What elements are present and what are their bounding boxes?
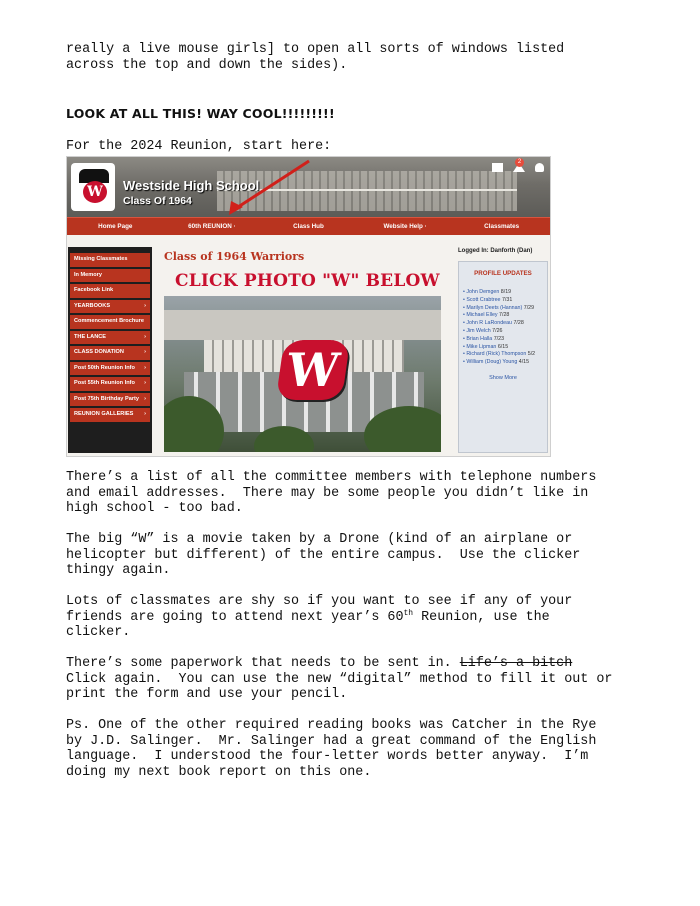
sidebar-item-class-donation[interactable]: CLASS DONATION › [70, 346, 150, 360]
reunion-site-screenshot[interactable] [66, 156, 551, 457]
list-item[interactable]: • Brian Halla 7/23 [463, 335, 505, 342]
sidebar-item-in-memory[interactable]: In Memory [70, 269, 150, 283]
list-item[interactable]: • Scott Crabtree 7/31 [463, 296, 513, 303]
sidebar-item-facebook-link[interactable]: Facebook Link [70, 284, 150, 298]
sidebar-item-post-75th-birthday[interactable]: Post 75th Birthday Party › [70, 393, 150, 407]
warriors-title: Class of 1964 Warriors [164, 250, 305, 263]
nav-class-hub[interactable]: Class Hub [293, 223, 324, 230]
site-nav-bar [67, 217, 550, 235]
class-of: Class Of 1964 [123, 195, 192, 207]
sidebar-item-post-50th[interactable]: Post 50th Reunion Info › [70, 362, 150, 376]
committee-paragraph: There’s a list of all the committee members with telephone numbers and email addresses. There may be some people you didn’t like in high school - too bad. [66, 470, 597, 517]
sidebar-item-missing-classmates[interactable]: Missing Classmates [70, 253, 150, 267]
show-more-link[interactable]: Show More [489, 374, 517, 381]
logged-in-text: Logged In: Danforth (Dan) [458, 248, 533, 254]
sidebar-item-post-55th[interactable]: Post 55th Reunion Info › [70, 377, 150, 391]
cool-heading: LOOK AT ALL THIS! WAY COOL!!!!!!!!! [66, 106, 335, 121]
notification-badge: 2 [515, 158, 524, 167]
nav-classmates[interactable]: Classmates [484, 223, 520, 230]
profile-updates-panel [458, 261, 548, 453]
click-photo-title: CLICK PHOTO "W" BELOW [175, 271, 440, 291]
intro-line-1: really a live mouse girls] to open all sorts of windows listed [66, 42, 565, 57]
profile-updates-heading: PROFILE UPDATES [474, 270, 532, 277]
sidebar-item-reunion-galleries[interactable]: REUNION GALLERIES › [70, 408, 150, 422]
list-item[interactable]: • Michael Elley 7/28 [463, 312, 510, 319]
nav-home[interactable]: Home Page [98, 223, 133, 230]
paperwork-paragraph: There’s some paperwork that needs to be sent in. Life’s a bitch Click again. You can use the new “digital” method to fill it out or print the form and use your pencil. [66, 656, 613, 703]
strikethrough-text: Life’s a bitch [459, 656, 573, 671]
list-item[interactable]: • John R LaRondeau 7/28 [463, 320, 524, 327]
user-icon[interactable] [535, 163, 544, 172]
mail-icon[interactable] [492, 163, 503, 172]
sidebar-item-the-lance[interactable]: THE LANCE › [70, 331, 150, 345]
list-item[interactable]: • Mike Lipman 6/15 [463, 343, 509, 350]
campus-photo[interactable] [164, 296, 441, 452]
big-w-logo-icon[interactable]: W [276, 340, 350, 400]
ps-paragraph: Ps. One of the other required reading books was Catcher in the Rye by J.D. Salinger. Mr. Salinger had a great command of the English language. I understood the four-letter words better anyway. I’m doing my next book report on this one. [66, 718, 597, 780]
list-item[interactable]: • Richard (Rick) Thompson 5/2 [463, 351, 536, 358]
site-banner [67, 157, 550, 217]
list-item[interactable]: • John Demgen 8/19 [463, 289, 512, 295]
list-item[interactable]: • Jim Welch 7/26 [463, 327, 503, 334]
nav-60th-reunion[interactable]: 60th REUNION · [188, 223, 236, 230]
nav-website-help[interactable]: Website Help · [383, 223, 427, 230]
red-arrow-icon [217, 157, 347, 219]
list-item[interactable]: • William (Doug) Young 4/15 [463, 359, 530, 366]
intro-line-2: across the top and down the sides). [66, 58, 348, 73]
drone-paragraph: The big “W” is a movie taken by a Drone (kind of an airplane or helicopter but different) of the entire campus. Use the clicker thingy again. [66, 532, 581, 579]
warrior-logo-icon[interactable]: W [71, 163, 115, 211]
start-here-text: For the 2024 Reunion, start here: [66, 139, 332, 154]
school-name: Westside High School [123, 178, 260, 193]
list-item[interactable]: • Marilyn Deets (Hannan) 7/29 [463, 304, 535, 311]
sidebar-item-yearbooks[interactable]: YEARBOOKS › [70, 300, 150, 314]
sidebar-item-commencement[interactable]: Commencement Brochure [70, 315, 150, 329]
shy-paragraph: Lots of classmates are shy so if you want to see if any of your friends are going to attend next year’s 60th Reunion, use the clicker. [66, 594, 573, 641]
site-sidebar [68, 247, 152, 453]
